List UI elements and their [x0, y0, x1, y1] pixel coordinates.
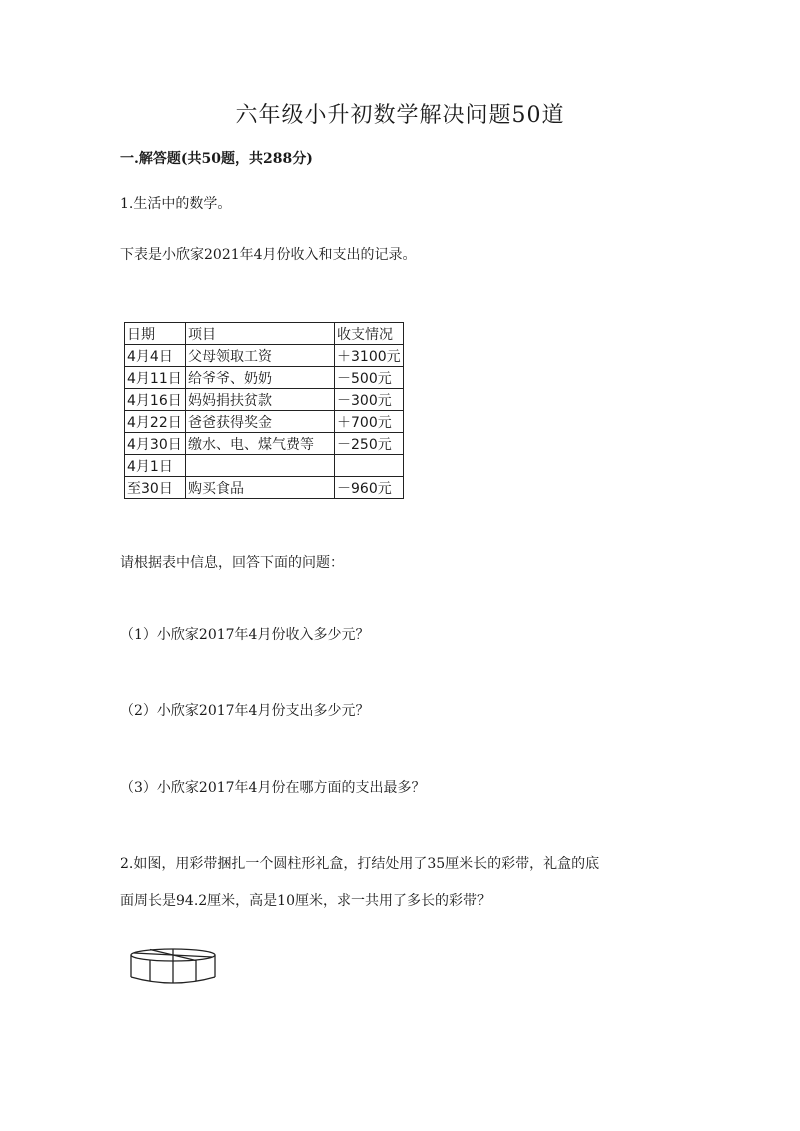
table-row — [125, 433, 404, 455]
table-row — [125, 345, 404, 367]
question-2-line-1: 2.如图，用彩带捆扎一个圆柱形礼盒，打结处用了35厘米长的彩带，礼盒的底 — [120, 856, 600, 872]
table-header-cell: 项目 — [186, 323, 335, 345]
table-cell-item: 缴水、电、煤气费等 — [186, 433, 335, 455]
cylinder-gift-box-figure — [128, 946, 220, 986]
sub-question-3: （3）小欣家2017年4月份在哪方面的支出最多？ — [120, 780, 426, 796]
section-heading: 一.解答题(共50题，共288分) — [120, 151, 313, 167]
table-cell-item: 妈妈捐扶贫款 — [186, 389, 335, 411]
table-cell-item: 给爷爷、奶奶 — [186, 367, 335, 389]
question-1-intro: 下表是小欣家2021年4月份收入和支出的记录。 — [120, 247, 417, 263]
question-1-heading: 1.生活中的数学。 — [120, 196, 232, 212]
table-cell-amount: －300元 — [335, 389, 404, 411]
sub-question-1: （1）小欣家2017年4月份收入多少元？ — [120, 627, 370, 643]
table-row — [125, 477, 404, 499]
table-cell-date: 4月1日 — [125, 455, 186, 477]
table-cell-date: 4月11日 — [125, 367, 186, 389]
table-cell-amount: ＋3100元 — [335, 345, 404, 367]
question-1-prompt: 请根据表中信息，回答下面的问题： — [120, 555, 344, 571]
income-expense-table — [124, 322, 404, 499]
table-header-row — [125, 323, 404, 345]
page-title: 六年级小升初数学解决问题50道 — [235, 103, 565, 128]
table-header-cell: 收支情况 — [335, 323, 404, 345]
table-row — [125, 455, 404, 477]
table-cell-amount — [335, 455, 404, 477]
table-cell-amount: ＋700元 — [335, 411, 404, 433]
question-2-line-2: 面周长是94.2厘米，高是10厘米，求一共用了多长的彩带？ — [120, 893, 491, 909]
table-cell-amount: －960元 — [335, 477, 404, 499]
table-row — [125, 389, 404, 411]
table-cell-amount: －500元 — [335, 367, 404, 389]
table-row — [125, 411, 404, 433]
table-cell-date: 4月16日 — [125, 389, 186, 411]
table-cell-item: 父母领取工资 — [186, 345, 335, 367]
table-cell-item — [186, 455, 335, 477]
table-row — [125, 367, 404, 389]
table-cell-amount: －250元 — [335, 433, 404, 455]
table-cell-date: 4月4日 — [125, 345, 186, 367]
table-cell-date: 至30日 — [125, 477, 186, 499]
table-cell-date: 4月22日 — [125, 411, 186, 433]
sub-question-2: （2）小欣家2017年4月份支出多少元？ — [120, 703, 370, 719]
table-cell-item: 爸爸获得奖金 — [186, 411, 335, 433]
table-header-cell: 日期 — [125, 323, 186, 345]
table-cell-date: 4月30日 — [125, 433, 186, 455]
table-cell-item: 购买食品 — [186, 477, 335, 499]
